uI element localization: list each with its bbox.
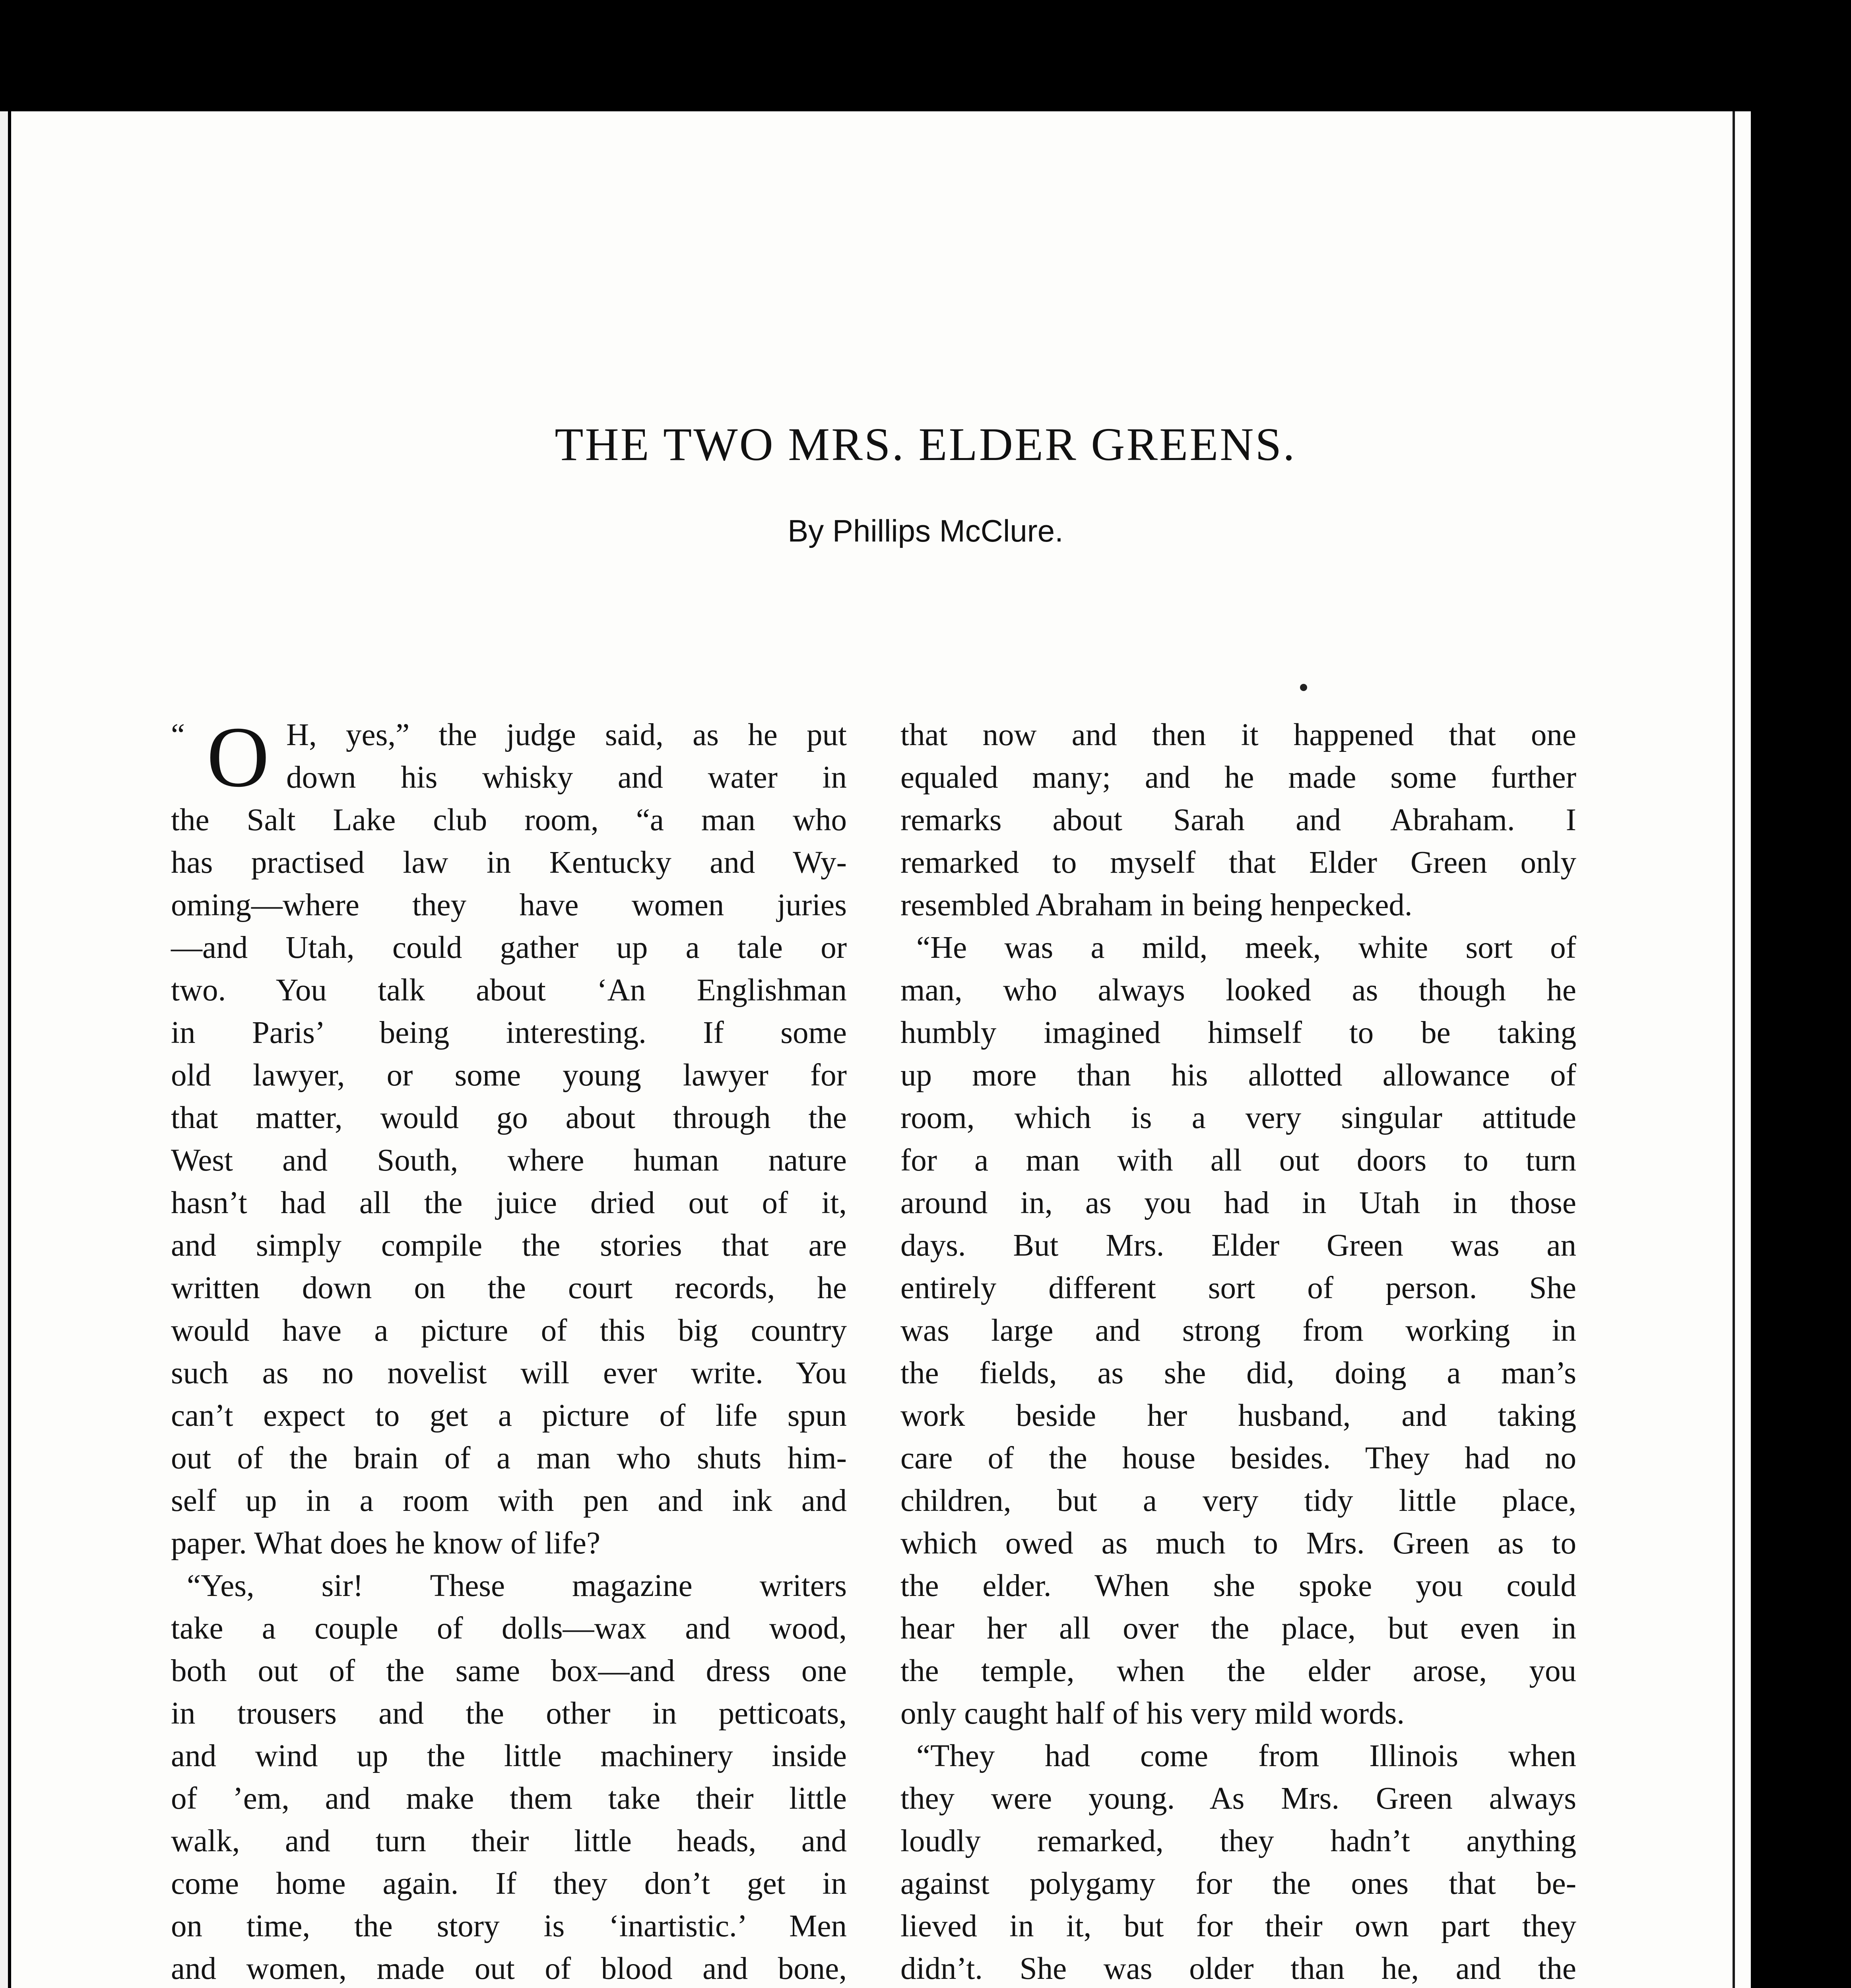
- article-title: THE TWO MRS. ELDER GREENS.: [555, 418, 1296, 470]
- text-line: remarked to myself that Elder Green only: [900, 845, 1576, 880]
- text-line: both out of the same box—and dress one: [171, 1654, 847, 1688]
- text-line: “He was a mild, meek, white sort of: [916, 930, 1576, 965]
- text-line: in trousers and the other in petticoats,: [171, 1696, 847, 1731]
- text-line: oming—where they have women juries: [171, 888, 847, 922]
- text-line: for a man with all out doors to turn: [900, 1143, 1576, 1178]
- text-line: resembled Abraham in being henpecked.: [900, 888, 1413, 922]
- facing-page-edge: [0, 111, 8, 1988]
- page-edge-line: [1733, 111, 1735, 1988]
- article-byline: By Phillips McClure.: [788, 513, 1063, 548]
- text-line: against polygamy for the ones that be-: [900, 1866, 1576, 1901]
- text-line: has practised law in Kentucky and Wy-: [171, 845, 847, 880]
- text-line: children, but a very tidy little place,: [900, 1483, 1576, 1518]
- text-line: out of the brain of a man who shuts him-: [171, 1441, 847, 1475]
- text-line: written down on the court records, he: [171, 1271, 847, 1305]
- text-line: room, which is a very singular attitude: [900, 1101, 1576, 1135]
- text-line: up more than his allotted allowance of: [900, 1058, 1576, 1093]
- text-line: down his whisky and water in: [286, 760, 847, 795]
- text-line: West and South, where human nature: [171, 1143, 847, 1178]
- text-line: that now and then it happened that one: [900, 718, 1576, 752]
- text-line: paper. What does he know of life?: [171, 1526, 601, 1561]
- text-line: such as no novelist will ever write. You: [171, 1356, 847, 1390]
- text-line: was large and strong from working in: [900, 1313, 1576, 1348]
- text-line: —and Utah, could gather up a tale or: [171, 930, 847, 965]
- text-line: two. You talk about ‘An Englishman: [171, 973, 847, 1008]
- ink-speck: [1300, 684, 1307, 691]
- text-line: work beside her husband, and taking: [900, 1398, 1576, 1433]
- text-line: H, yes,” the judge said, as he put: [286, 718, 847, 752]
- text-line: the elder. When she spoke you could: [900, 1569, 1576, 1603]
- text-line: which owed as much to Mrs. Green as to: [900, 1526, 1576, 1561]
- text-line: they were young. As Mrs. Green always: [900, 1781, 1576, 1816]
- drop-cap: O: [207, 709, 270, 805]
- text-line: care of the house besides. They had no: [900, 1441, 1576, 1475]
- text-line: self up in a room with pen and ink and: [171, 1483, 847, 1518]
- text-line: take a couple of dolls—wax and wood,: [171, 1611, 847, 1646]
- opening-quote: “: [171, 718, 185, 752]
- text-line: remarks about Sarah and Abraham. I: [900, 803, 1576, 837]
- text-line: old lawyer, or some young lawyer for: [171, 1058, 847, 1093]
- text-line: man, who always looked as though he: [900, 973, 1576, 1008]
- text-line: in Paris’ being interesting. If some: [171, 1015, 847, 1050]
- text-line: days. But Mrs. Elder Green was an: [900, 1228, 1576, 1263]
- text-line: on time, the story is ‘inartistic.’ Men: [171, 1909, 847, 1943]
- text-line: that matter, would go about through the: [171, 1101, 847, 1135]
- text-line: the temple, when the elder arose, you: [900, 1654, 1576, 1688]
- text-line: the Salt Lake club room, “a man who: [171, 803, 847, 837]
- text-line: entirely different sort of person. She: [900, 1271, 1576, 1305]
- text-line: “Yes, sir! These magazine writers: [187, 1569, 847, 1603]
- text-line: didn’t. She was older than he, and the: [900, 1951, 1576, 1986]
- text-line: hasn’t had all the juice dried out of it,: [171, 1186, 847, 1220]
- text-line: around in, as you had in Utah in those: [900, 1186, 1576, 1220]
- text-line: and women, made out of blood and bone,: [171, 1951, 847, 1986]
- text-line: hear her all over the place, but even in: [900, 1611, 1576, 1646]
- left-column: [171, 709, 847, 1988]
- text-line: would have a picture of this big country: [171, 1313, 847, 1348]
- text-line: come home again. If they don’t get in: [171, 1866, 847, 1901]
- text-line: the fields, as she did, doing a man’s: [900, 1356, 1576, 1390]
- text-line: humbly imagined himself to be taking: [900, 1015, 1576, 1050]
- text-line: “They had come from Illinois when: [916, 1739, 1576, 1773]
- text-line: equaled many; and he made some further: [900, 760, 1576, 795]
- text-line: only caught half of his very mild words.: [900, 1696, 1405, 1731]
- text-line: and wind up the little machinery inside: [171, 1739, 847, 1773]
- right-column: [900, 714, 1576, 1988]
- text-line: can’t expect to get a picture of life spun: [171, 1398, 847, 1433]
- text-line: of ’em, and make them take their little: [171, 1781, 847, 1816]
- text-line: walk, and turn their little heads, and: [171, 1824, 847, 1858]
- text-line: loudly remarked, they hadn’t anything: [900, 1824, 1576, 1858]
- text-line: and simply compile the stories that are: [171, 1228, 847, 1263]
- text-line: lieved in it, but for their own part they: [900, 1909, 1576, 1943]
